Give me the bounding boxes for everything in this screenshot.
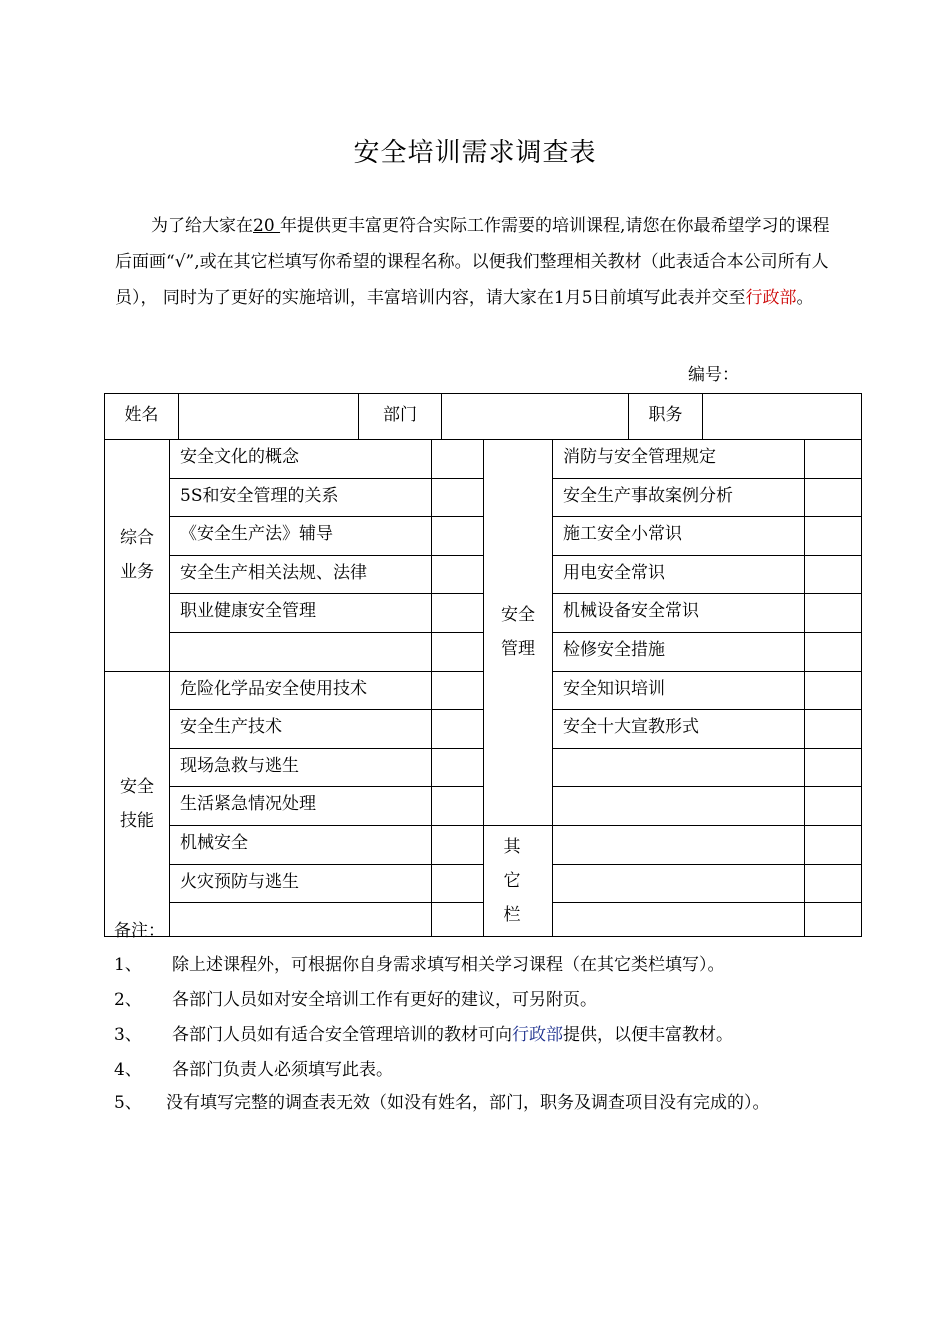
name-input[interactable] [179,394,359,439]
table-row [105,671,862,710]
check-cell[interactable] [432,787,484,826]
course-item-blank[interactable] [170,903,432,937]
course-item: 生活紧急情况处理 [170,787,432,826]
course-item: 5S和安全管理的关系 [170,478,432,517]
course-item: 安全知识培训 [553,671,805,710]
check-cell[interactable] [805,903,862,937]
check-cell[interactable] [432,710,484,749]
check-cell[interactable] [805,440,862,479]
check-cell[interactable] [805,555,862,594]
check-cell[interactable] [805,710,862,749]
course-item-blank[interactable] [170,632,432,671]
category-safety-skills: 安全技能 [105,671,170,937]
table-row [105,825,862,864]
course-item: 机械设备安全常识 [553,594,805,633]
course-item: 检修安全措施 [553,632,805,671]
check-cell[interactable] [432,478,484,517]
check-cell[interactable] [432,903,484,937]
course-item: 安全生产相关法规、法律 [170,555,432,594]
intro-paragraph [115,208,845,316]
admin-dept-link: 行政部 [512,1025,563,1045]
course-item: 安全文化的概念 [170,440,432,479]
course-item-blank[interactable] [553,787,805,826]
check-cell[interactable] [432,632,484,671]
dept-label: 部门 [359,394,442,439]
check-cell[interactable] [432,555,484,594]
check-cell[interactable] [805,632,862,671]
dept-input[interactable] [442,394,629,439]
check-cell[interactable] [805,517,862,556]
table-row [105,594,862,633]
check-cell[interactable] [432,864,484,903]
note-3: 3、 各部门人员如有适合安全管理培训的教材可向行政部提供，以便丰富教材。 [114,1025,733,1045]
check-cell[interactable] [432,671,484,710]
course-item: 机械安全 [170,825,432,864]
course-item: 消防与安全管理规定 [553,440,805,479]
table-row [105,864,862,903]
other-item-blank[interactable] [553,864,805,903]
check-cell[interactable] [805,748,862,787]
header-row [105,394,862,440]
course-item: 职业健康安全管理 [170,594,432,633]
course-item: 用电安全常识 [553,555,805,594]
intro-text-1: 为了给大家在 [151,216,253,236]
other-item-blank[interactable] [553,903,805,937]
table-row [105,748,862,787]
notes-label: 备注： [114,921,165,941]
table-row [105,710,862,749]
course-item: 火灾预防与逃生 [170,864,432,903]
check-cell[interactable] [805,787,862,826]
check-cell[interactable] [432,517,484,556]
note-1: 1、 除上述课程外，可根据你自身需求填写相关学习课程（在其它类栏填写）。 [114,955,725,975]
other-item-blank[interactable] [553,825,805,864]
name-label: 姓名 [105,394,179,439]
course-item-blank[interactable] [553,748,805,787]
check-cell[interactable] [805,671,862,710]
category-general-business: 综合业务 [105,440,170,672]
course-item: 施工安全小常识 [553,517,805,556]
category-safety-management: 安全管理 [484,440,553,826]
page-title: 安全培训需求调查表 [353,138,597,168]
year-field[interactable]: 20 [253,216,281,236]
table-row [105,555,862,594]
check-cell[interactable] [805,594,862,633]
table-row [105,787,862,826]
course-item: 《安全生产法》辅导 [170,517,432,556]
check-cell[interactable] [432,748,484,787]
check-cell[interactable] [805,825,862,864]
note-5: 5、 没有填写完整的调查表无效（如没有姓名，部门，职务及调查项目没有完成的）。 [114,1093,770,1113]
note-2: 2、 各部门人员如对安全培训工作有更好的建议，可另附页。 [114,990,597,1010]
table-row [105,903,862,937]
category-other: 其它栏 [484,825,553,936]
intro-text-2: 年提供更丰富更符合实际工作需要的培训课程,请您在你最希望学习的课程后面画“√”,或在其它栏填写你希望的课程名称。以便我们整理相关教材（此表适合本公司所有人员）， 同时为了更好的实施培训，丰富培训内容，请大家在1月5日前填写此表并交至 [115,216,830,308]
course-item: 安全十大宣教形式 [553,710,805,749]
table-row [105,517,862,556]
note-4: 4、 各部门负责人必须填写此表。 [114,1060,393,1080]
survey-table [104,393,862,937]
check-cell[interactable] [432,440,484,479]
table-row [105,632,862,671]
course-item: 现场急救与逃生 [170,748,432,787]
course-item: 安全生产事故案例分析 [553,478,805,517]
table-row [105,440,862,479]
intro-text-end: 。 [796,288,814,308]
course-item: 安全生产技术 [170,710,432,749]
check-cell[interactable] [432,594,484,633]
position-label: 职务 [629,394,703,439]
course-item: 危险化学品安全使用技术 [170,671,432,710]
check-cell[interactable] [805,478,862,517]
check-cell[interactable] [805,864,862,903]
admin-dept-text: 行政部 [745,288,797,308]
check-cell[interactable] [432,825,484,864]
number-label: 编号： [688,365,739,385]
table-row [105,478,862,517]
position-input[interactable] [703,394,861,439]
